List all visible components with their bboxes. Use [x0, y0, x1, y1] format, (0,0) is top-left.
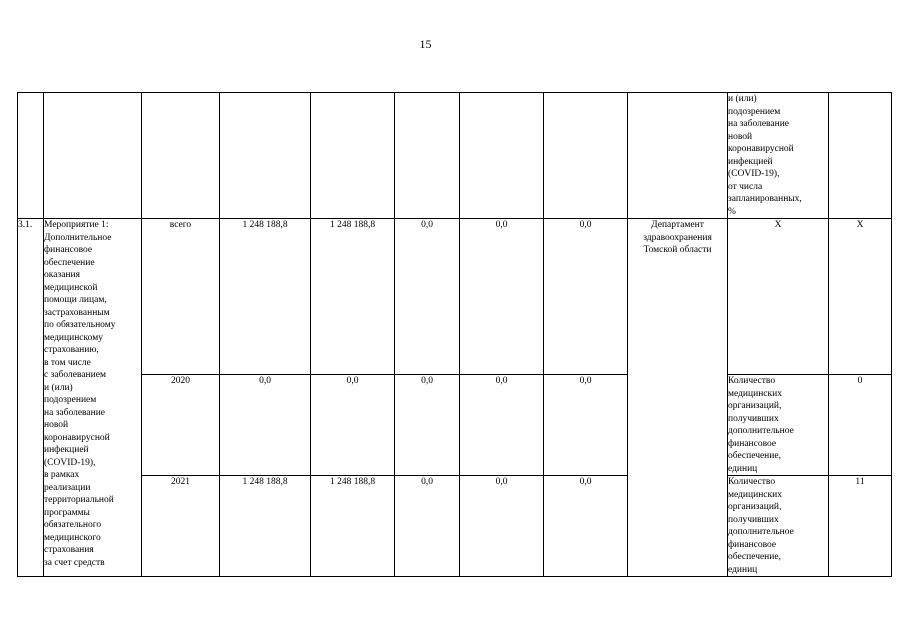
indicator-line: единиц — [728, 564, 758, 575]
measure-line: реализации — [44, 482, 91, 493]
measure-line: по обязательному — [44, 320, 116, 330]
table-row-2020 — [18, 375, 892, 476]
indicator-line: дополнительное — [728, 426, 794, 436]
amount-cell: 0,0 — [395, 476, 460, 577]
indicator-line: коронавирусной — [728, 144, 794, 154]
amount-cell: 0,0 — [460, 476, 544, 577]
cell-empty — [460, 93, 544, 219]
department-line: здравоохранения — [643, 232, 712, 243]
cell-empty — [395, 93, 460, 219]
indicator-line: финансовое — [728, 438, 777, 449]
measure-line: новой — [44, 420, 69, 430]
cell-empty — [829, 93, 892, 219]
measure-line: медицинскому — [44, 332, 103, 343]
amount-cell: 0,0 — [544, 476, 628, 577]
amount-total-cell: 1 248 188,8 — [220, 219, 311, 375]
measure-line: (COVID-19), — [44, 457, 96, 468]
period-cell: всего — [142, 219, 220, 375]
amount-cell: 0,0 — [395, 375, 460, 476]
cell-empty — [628, 93, 728, 219]
indicator-line: финансовое — [728, 539, 777, 550]
indicator-line: подозрением — [728, 106, 781, 117]
amount-cell: 1 248 188,8 — [311, 219, 395, 375]
department-line: Томской области — [643, 245, 712, 255]
cell-empty — [544, 93, 628, 219]
indicator-value-cell: 0 — [829, 375, 892, 476]
measure-line: и (или) — [44, 382, 73, 393]
indicator-line: получивших — [728, 514, 779, 525]
measure-line: оказания — [44, 270, 80, 280]
measure-line: на заболевание — [44, 407, 106, 418]
measure-line: с заболеванием — [44, 370, 106, 380]
indicator-cell — [728, 476, 829, 577]
measure-line: страхования — [44, 545, 94, 555]
measure-description — [44, 219, 142, 577]
amount-cell: 0,0 — [395, 219, 460, 375]
measure-line: помощи лицам, — [44, 295, 107, 305]
measure-line: в рамках — [44, 470, 80, 480]
amount-cell: 0,0 — [460, 219, 544, 375]
indicator-value-cell: Х — [829, 219, 892, 375]
measure-line: страхованию, — [44, 345, 99, 355]
amount-cell: 0,0 — [544, 375, 628, 476]
indicator-line: от числа — [728, 181, 763, 192]
table-row-2021 — [18, 476, 892, 577]
indicator-line: инфекцией — [728, 156, 773, 167]
program-table — [17, 92, 892, 577]
cell-empty — [44, 93, 142, 219]
cell-empty — [142, 93, 220, 219]
table-row-continuation — [18, 93, 892, 219]
indicator-line: на заболевание — [728, 119, 790, 129]
indicator-line: дополнительное — [728, 527, 794, 537]
indicator-line: Количество — [728, 376, 776, 386]
indicator-line: организаций, — [728, 401, 782, 411]
department-cell — [628, 219, 728, 577]
measure-line: Мероприятие 1: — [44, 220, 109, 230]
cell-empty — [18, 93, 44, 219]
indicator-line: новой — [728, 131, 753, 142]
measure-line: застрахованным — [44, 307, 110, 318]
period-cell: 2021 — [142, 476, 220, 577]
indicator-line: обеспечение, — [728, 451, 781, 461]
measure-line: территориальной — [44, 495, 114, 505]
indicator-value-cell: 11 — [829, 476, 892, 577]
amount-cell: 1 248 188,8 — [311, 476, 395, 577]
indicator-line: запланированных, — [728, 194, 802, 204]
measure-line: финансовое — [44, 245, 93, 255]
measure-line: подозрением — [44, 395, 97, 405]
amount-cell: 0,0 — [460, 375, 544, 476]
indicator-line: медицинских — [728, 388, 782, 399]
indicator-cell — [728, 93, 829, 219]
measure-line: Дополнительное — [44, 232, 112, 243]
indicator-line: организаций, — [728, 502, 782, 512]
amount-cell: 0,0 — [544, 219, 628, 375]
page-number: 15 — [419, 37, 432, 51]
measure-line: медицинской — [44, 282, 98, 293]
indicator-line: (COVID-19), — [728, 169, 780, 179]
department-line: Департамент — [651, 220, 704, 230]
measure-line: обязательного — [44, 520, 102, 530]
amount-cell: 0,0 — [311, 375, 395, 476]
measure-number: 3.1. — [18, 219, 44, 577]
cell-empty — [311, 93, 395, 219]
measure-line: в том числе — [44, 357, 91, 368]
indicator-mark-cell: Х — [728, 219, 829, 375]
measure-line: обеспечение — [44, 257, 95, 268]
measure-line: коронавирусной — [44, 432, 110, 443]
indicator-line: единиц — [728, 463, 758, 474]
indicator-line: Количество — [728, 477, 776, 487]
amount-total-cell: 1 248 188,8 — [220, 476, 311, 577]
measure-line: за счет средств — [44, 557, 105, 568]
indicator-line: медицинских — [728, 489, 782, 500]
indicator-line: получивших — [728, 413, 779, 424]
indicator-line: обеспечение, — [728, 552, 781, 562]
period-cell: 2020 — [142, 375, 220, 476]
indicator-cell — [728, 375, 829, 476]
indicator-line: и (или) — [728, 94, 757, 104]
amount-total-cell: 0,0 — [220, 375, 311, 476]
cell-empty — [220, 93, 311, 219]
measure-line: программы — [44, 507, 90, 518]
table-row-total — [18, 219, 892, 375]
indicator-line: % — [728, 206, 736, 217]
measure-line: медицинского — [44, 532, 101, 543]
measure-line: инфекцией — [44, 445, 89, 455]
